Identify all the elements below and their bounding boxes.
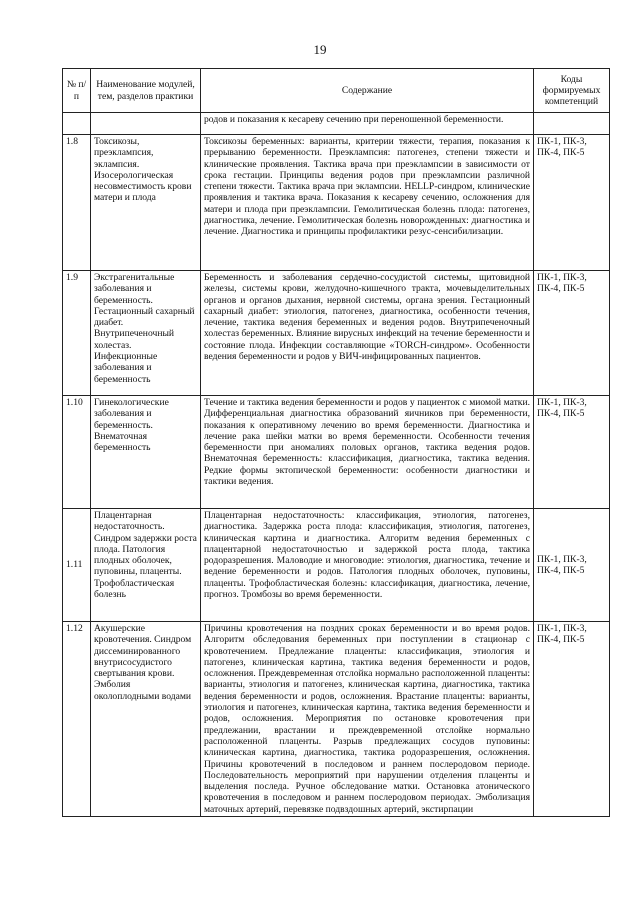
row-num: 1.9 xyxy=(63,271,91,396)
row-content: Плацентарная недостаточность: классификация, этиология, патогенез, диагностика. Задержка роста плода: классификация, этиология, патогенез, клиническая картина и диагностика. Алгоритм ведения беременных с плацентарной недостаточностью и задержкой роста плода, тактика родоразрешения. Маловодие и многоводие: этиология, диагностика, течение и ведение беременности и родов. Патология плодных оболочек, пуповины, плаценты. Трофобластическая болезнь: классификация, диагностика, лечение, прогноз. Тромбозы во время беременности. xyxy=(201,509,534,622)
row-name: Плацентарная недостаточность. Синдром задержки роста плода. Патология плодных оболочек, пуповины, плаценты. Трофобластическая болезнь xyxy=(91,509,201,622)
row-content: родов и показания к кесареву сечению при переношенной беременности. xyxy=(201,113,534,135)
row-name: Экстрагенитальные заболевания и беременность. Гестационный сахарный диабет. Внутрипеченочный холестаз. Инфекционные заболевания и беременность xyxy=(91,271,201,396)
row-codes: ПК-1, ПК-3, ПК-4, ПК-5 xyxy=(534,135,610,271)
header-codes: Коды формируемых компетенций xyxy=(534,69,610,113)
curriculum-table xyxy=(62,68,610,817)
header-content: Содержание xyxy=(201,69,534,113)
header-name: Наименование модулей, тем, разделов практики xyxy=(91,69,201,113)
table-row xyxy=(63,396,610,509)
table-row xyxy=(63,622,610,817)
row-num: 1.8 xyxy=(63,135,91,271)
page-number: 19 xyxy=(313,42,327,57)
row-content: Токсикозы беременных: варианты, критерии тяжести, терапия, показания к прерыванию беременности. Преэклампсия: патогенез, степени тяжести и клинические проявления. Тактика врача при преэклампсии в зависимости от срока гестации. Принципы ведения родов при преэклампсии различной степени тяжести. Тактика врача при эклампсии. HELLP-синдром, клинические проявления и тактика врача. Показания к кесареву сечению, осложнения для матери и плода при преэклампсии. Гемолитическая болезнь плода: патогенез, диагностика, лечение. Гемолитическая болезнь новорожденных: диагностика и лечение. Диагностика и принципы профилактики резус-сенсибилизации. xyxy=(201,135,534,271)
table-row xyxy=(63,135,610,271)
row-codes: ПК-1, ПК-3, ПК-4, ПК-5 xyxy=(534,271,610,396)
row-num xyxy=(63,113,91,135)
row-name: Токсикозы, преэклампсия, эклампсия. Изосерологическая несовместимость крови матери и плода xyxy=(91,135,201,271)
row-num: 1.11 xyxy=(63,509,91,622)
table-row xyxy=(63,113,610,135)
table-row xyxy=(63,271,610,396)
row-codes: ПК-1, ПК-3, ПК-4, ПК-5 xyxy=(534,509,610,622)
row-name xyxy=(91,113,201,135)
row-num: 1.10 xyxy=(63,396,91,509)
row-name: Акушерские кровотечения. Синдром диссеминированного внутрисосудистого свертывания крови. Эмболия околоплодными водами xyxy=(91,622,201,817)
row-content: Причины кровотечения на поздних сроках беременности и во время родов. Алгоритм обследования беременных при поступлении в стационар с кровотечением. Предлежание плаценты: классификация, этиология и патогенез, клиническая картина, тактика ведения беременности и родов, осложнения. Преждевременная отслойка нормально расположенной плаценты: варианты, этиология и патогенез, клиническая картина, диагностика, тактика ведения беременности и родов, осложнения. Врастание плаценты: варианты, этиология и патогенез, клиническая картина, тактика ведения беременности и родов, осложнения. Мероприятия по остановке кровотечения при предлежании, врастании и преждевременной отслойке нормально расположенной плаценты. Разрыв предлежащих сосудов пуповины: клиническая картина, диагностика, тактика родоразрешения, осложнения. Причины кровотечений в последовом и раннем послеродовом периоде. Последовательность мероприятий при нарушении отделения плаценты и выделения последа. Ручное обследование матки. Остановка атонического кровотечения в последовом и раннем послеродовом периодах. Эмболизация маточных артерий, перевязке подвздошных артерий, экстирпации xyxy=(201,622,534,817)
row-codes: ПК-1, ПК-3, ПК-4, ПК-5 xyxy=(534,622,610,817)
row-num: 1.12 xyxy=(63,622,91,817)
table-row xyxy=(63,509,610,622)
row-codes xyxy=(534,113,610,135)
table-header xyxy=(63,69,610,113)
row-content: Течение и тактика ведения беременности и родов у пациенток с миомой матки. Дифференциальная диагностика образований яичников при беременности, показания к оперативному лечению во время беременности. Диагностика и лечение рака шейки матки во время беременности. Особенности течения беременности при аномалиях половых органов, тактика ведения родов. Внематочная беременность: классификация, диагностика, тактика ведения. Редкие формы эктопической беременности: особенности диагностики и тактики ведения. xyxy=(201,396,534,509)
header-num: № п/п xyxy=(63,69,91,113)
row-codes: ПК-1, ПК-3, ПК-4, ПК-5 xyxy=(534,396,610,509)
row-name: Гинекологические заболевания и беременность. Внематочная беременность xyxy=(91,396,201,509)
row-content: Беременность и заболевания сердечно-сосудистой системы, щитовидной железы, системы крови, желудочно-кишечного тракта, мочевыделительных органов и органов дыхания, нервной системы, органа зрения. Гестационный сахарный диабет: этиология, патогенез, диагностика, особенности течения, лечение, тактика ведения беременных и ведения родов. Внутрипеченочный холестаз беременных. Влияние вирусных инфекций на течение беременности и состояние плода. Инфекции составляющие «TORCH-синдром». Особенности ведения беременности и родов у ВИЧ-инфицированных пациентов. xyxy=(201,271,534,396)
